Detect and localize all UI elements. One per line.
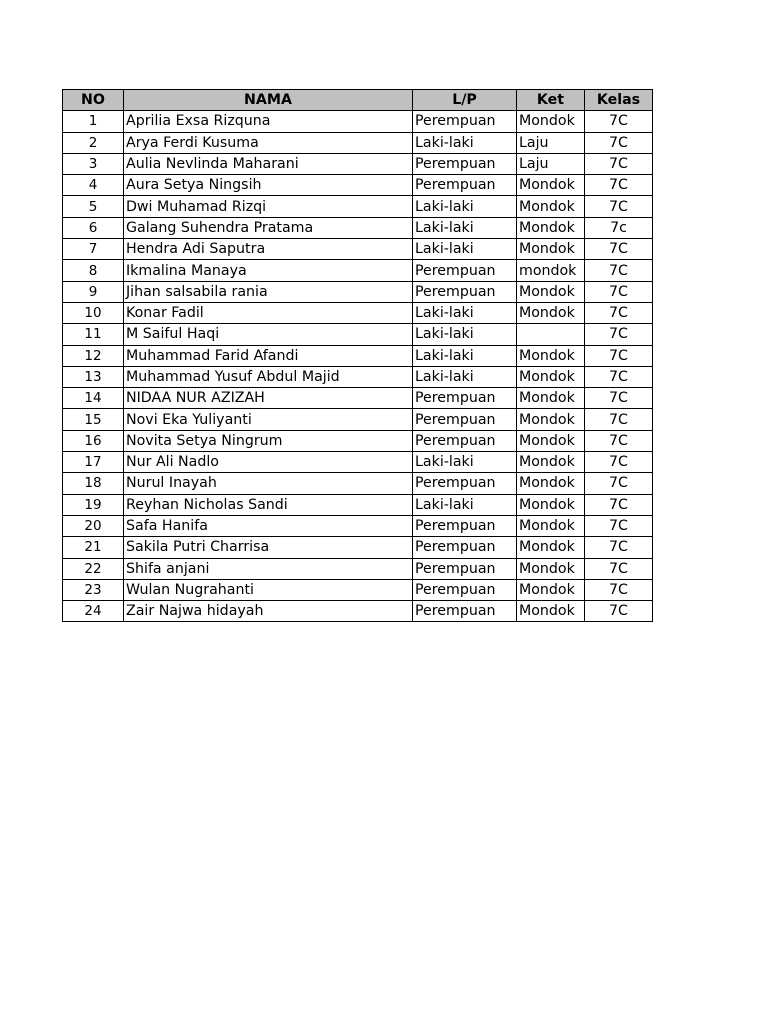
table-row bbox=[63, 409, 653, 430]
cell-no: 23 bbox=[63, 579, 124, 600]
cell-lp: Perempuan bbox=[413, 388, 517, 409]
cell-lp: Laki-laki bbox=[413, 302, 517, 323]
table-row bbox=[63, 366, 653, 387]
cell-no: 9 bbox=[63, 281, 124, 302]
header-lp: L/P bbox=[413, 90, 517, 111]
cell-lp: Perempuan bbox=[413, 515, 517, 536]
cell-kelas: 7C bbox=[585, 537, 653, 558]
table-row bbox=[63, 388, 653, 409]
cell-ket: Mondok bbox=[517, 345, 585, 366]
cell-no: 10 bbox=[63, 302, 124, 323]
cell-lp: Laki-laki bbox=[413, 494, 517, 515]
cell-ket: Mondok bbox=[517, 601, 585, 622]
cell-kelas: 7C bbox=[585, 579, 653, 600]
table-row bbox=[63, 473, 653, 494]
cell-nama: Muhammad Yusuf Abdul Majid bbox=[124, 366, 413, 387]
header-nama: NAMA bbox=[124, 90, 413, 111]
cell-kelas: 7C bbox=[585, 153, 653, 174]
cell-kelas: 7C bbox=[585, 111, 653, 132]
cell-kelas: 7C bbox=[585, 281, 653, 302]
cell-ket: mondok bbox=[517, 260, 585, 281]
cell-kelas: 7C bbox=[585, 345, 653, 366]
table-row bbox=[63, 452, 653, 473]
cell-nama: Konar Fadil bbox=[124, 302, 413, 323]
cell-kelas: 7C bbox=[585, 239, 653, 260]
cell-lp: Perempuan bbox=[413, 281, 517, 302]
cell-kelas: 7C bbox=[585, 132, 653, 153]
cell-no: 2 bbox=[63, 132, 124, 153]
cell-kelas: 7C bbox=[585, 366, 653, 387]
cell-nama: Aura Setya Ningsih bbox=[124, 175, 413, 196]
cell-kelas: 7C bbox=[585, 494, 653, 515]
cell-ket: Mondok bbox=[517, 473, 585, 494]
cell-no: 7 bbox=[63, 239, 124, 260]
cell-kelas: 7C bbox=[585, 601, 653, 622]
cell-lp: Laki-laki bbox=[413, 196, 517, 217]
cell-lp: Perempuan bbox=[413, 409, 517, 430]
table-body bbox=[63, 111, 653, 622]
cell-no: 8 bbox=[63, 260, 124, 281]
cell-kelas: 7C bbox=[585, 515, 653, 536]
cell-no: 13 bbox=[63, 366, 124, 387]
cell-nama: Zair Najwa hidayah bbox=[124, 601, 413, 622]
cell-ket: Mondok bbox=[517, 558, 585, 579]
cell-kelas: 7C bbox=[585, 558, 653, 579]
cell-lp: Laki-laki bbox=[413, 132, 517, 153]
cell-no: 19 bbox=[63, 494, 124, 515]
header-no: NO bbox=[63, 90, 124, 111]
cell-lp: Laki-laki bbox=[413, 239, 517, 260]
table-row bbox=[63, 324, 653, 345]
cell-lp: Perempuan bbox=[413, 260, 517, 281]
table-row bbox=[63, 494, 653, 515]
cell-no: 17 bbox=[63, 452, 124, 473]
cell-ket: Mondok bbox=[517, 452, 585, 473]
cell-nama: Galang Suhendra Pratama bbox=[124, 217, 413, 238]
cell-nama: Arya Ferdi Kusuma bbox=[124, 132, 413, 153]
header-ket: Ket bbox=[517, 90, 585, 111]
cell-no: 22 bbox=[63, 558, 124, 579]
cell-kelas: 7C bbox=[585, 196, 653, 217]
cell-no: 24 bbox=[63, 601, 124, 622]
cell-lp: Perempuan bbox=[413, 579, 517, 600]
cell-nama: Wulan Nugrahanti bbox=[124, 579, 413, 600]
cell-no: 1 bbox=[63, 111, 124, 132]
cell-kelas: 7C bbox=[585, 324, 653, 345]
cell-nama: Ikmalina Manaya bbox=[124, 260, 413, 281]
cell-nama: Novi Eka Yuliyanti bbox=[124, 409, 413, 430]
cell-nama: Novita Setya Ningrum bbox=[124, 430, 413, 451]
cell-nama: Aprilia Exsa Rizquna bbox=[124, 111, 413, 132]
cell-nama: Nurul Inayah bbox=[124, 473, 413, 494]
table-row bbox=[63, 153, 653, 174]
cell-no: 4 bbox=[63, 175, 124, 196]
cell-no: 6 bbox=[63, 217, 124, 238]
header-row bbox=[63, 90, 653, 111]
cell-no: 5 bbox=[63, 196, 124, 217]
cell-ket bbox=[517, 324, 585, 345]
table-row bbox=[63, 217, 653, 238]
cell-nama: Reyhan Nicholas Sandi bbox=[124, 494, 413, 515]
cell-kelas: 7C bbox=[585, 260, 653, 281]
table-row bbox=[63, 601, 653, 622]
cell-lp: Laki-laki bbox=[413, 345, 517, 366]
table-row bbox=[63, 558, 653, 579]
cell-lp: Laki-laki bbox=[413, 324, 517, 345]
cell-nama: Sakila Putri Charrisa bbox=[124, 537, 413, 558]
cell-nama: Aulia Nevlinda Maharani bbox=[124, 153, 413, 174]
table-row bbox=[63, 345, 653, 366]
cell-no: 14 bbox=[63, 388, 124, 409]
cell-kelas: 7C bbox=[585, 388, 653, 409]
cell-kelas: 7C bbox=[585, 302, 653, 323]
cell-no: 15 bbox=[63, 409, 124, 430]
table-row bbox=[63, 515, 653, 536]
cell-ket: Mondok bbox=[517, 579, 585, 600]
cell-ket: Mondok bbox=[517, 515, 585, 536]
cell-ket: Mondok bbox=[517, 430, 585, 451]
table-row bbox=[63, 239, 653, 260]
cell-lp: Perempuan bbox=[413, 111, 517, 132]
cell-lp: Perempuan bbox=[413, 153, 517, 174]
cell-ket: Mondok bbox=[517, 175, 585, 196]
cell-no: 21 bbox=[63, 537, 124, 558]
cell-nama: NIDAA NUR AZIZAH bbox=[124, 388, 413, 409]
table-row bbox=[63, 281, 653, 302]
cell-nama: M Saiful Haqi bbox=[124, 324, 413, 345]
table-row bbox=[63, 175, 653, 196]
cell-nama: Jihan salsabila rania bbox=[124, 281, 413, 302]
cell-ket: Mondok bbox=[517, 494, 585, 515]
cell-nama: Shifa anjani bbox=[124, 558, 413, 579]
cell-nama: Safa Hanifa bbox=[124, 515, 413, 536]
cell-ket: Mondok bbox=[517, 239, 585, 260]
table-row bbox=[63, 132, 653, 153]
cell-ket: Laju bbox=[517, 132, 585, 153]
cell-lp: Perempuan bbox=[413, 558, 517, 579]
cell-nama: Nur Ali Nadlo bbox=[124, 452, 413, 473]
cell-kelas: 7C bbox=[585, 175, 653, 196]
table-row bbox=[63, 537, 653, 558]
cell-ket: Mondok bbox=[517, 217, 585, 238]
cell-kelas: 7C bbox=[585, 473, 653, 494]
cell-kelas: 7c bbox=[585, 217, 653, 238]
cell-nama: Hendra Adi Saputra bbox=[124, 239, 413, 260]
cell-kelas: 7C bbox=[585, 430, 653, 451]
cell-kelas: 7C bbox=[585, 452, 653, 473]
cell-ket: Mondok bbox=[517, 111, 585, 132]
cell-ket: Mondok bbox=[517, 388, 585, 409]
cell-lp: Laki-laki bbox=[413, 366, 517, 387]
cell-no: 16 bbox=[63, 430, 124, 451]
cell-ket: Mondok bbox=[517, 196, 585, 217]
table-row bbox=[63, 196, 653, 217]
cell-lp: Perempuan bbox=[413, 175, 517, 196]
table-row bbox=[63, 260, 653, 281]
cell-no: 11 bbox=[63, 324, 124, 345]
table-row bbox=[63, 579, 653, 600]
cell-lp: Perempuan bbox=[413, 537, 517, 558]
cell-no: 12 bbox=[63, 345, 124, 366]
cell-no: 18 bbox=[63, 473, 124, 494]
cell-ket: Laju bbox=[517, 153, 585, 174]
cell-ket: Mondok bbox=[517, 366, 585, 387]
student-roster-table bbox=[62, 89, 653, 622]
cell-lp: Perempuan bbox=[413, 601, 517, 622]
cell-no: 3 bbox=[63, 153, 124, 174]
table-row bbox=[63, 430, 653, 451]
cell-ket: Mondok bbox=[517, 409, 585, 430]
cell-ket: Mondok bbox=[517, 281, 585, 302]
table-row bbox=[63, 302, 653, 323]
table-row bbox=[63, 111, 653, 132]
cell-no: 20 bbox=[63, 515, 124, 536]
cell-lp: Laki-laki bbox=[413, 217, 517, 238]
cell-lp: Perempuan bbox=[413, 473, 517, 494]
table-header bbox=[63, 90, 653, 111]
cell-nama: Muhammad Farid Afandi bbox=[124, 345, 413, 366]
cell-lp: Perempuan bbox=[413, 430, 517, 451]
cell-nama: Dwi Muhamad Rizqi bbox=[124, 196, 413, 217]
cell-ket: Mondok bbox=[517, 302, 585, 323]
cell-lp: Laki-laki bbox=[413, 452, 517, 473]
cell-ket: Mondok bbox=[517, 537, 585, 558]
header-kelas: Kelas bbox=[585, 90, 653, 111]
cell-kelas: 7C bbox=[585, 409, 653, 430]
